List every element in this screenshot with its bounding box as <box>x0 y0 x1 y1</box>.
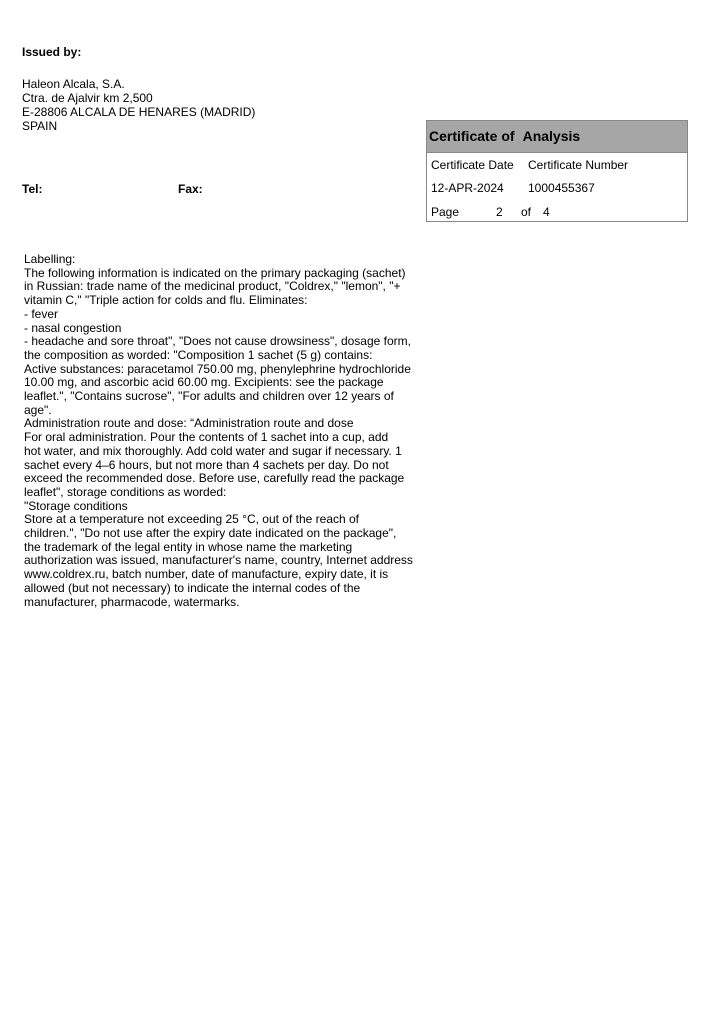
page-number: 2 <box>496 205 503 219</box>
labelling-line: the trademark of the legal entity in whose name the marketing <box>24 539 353 554</box>
address-line: E-28806 ALCALA DE HENARES (MADRID) <box>22 105 256 119</box>
labelling-line: exceed the recommended dose. Before use, carefully read the package <box>24 471 405 486</box>
labelling-line: Administration route and dose: “Administration route and dose <box>24 416 354 431</box>
labelling-line: hot water, and mix thoroughly. Add cold water and sugar if necessary. 1 <box>24 443 402 458</box>
certificate-of-analysis-box <box>426 120 688 222</box>
labelling-line: Active substances: paracetamol 750.00 mg, phenylephrine hydrochloride <box>24 361 411 376</box>
labelling-line: the composition as worded: "Composition 1 sachet (5 g) contains: <box>24 347 373 362</box>
labelling-line: leaflet.", "Contains sucrose", "For adults and children over 12 years of <box>24 389 394 404</box>
labelling-line: www.coldrex.ru, batch number, date of manufacture, expiry date, it is <box>24 567 389 582</box>
labelling-line: - headache and sore throat", "Does not cause drowsiness", dosage form, <box>24 334 411 349</box>
certificate-title-part2: Analysis <box>522 128 581 144</box>
certificate-date-value: 12-APR-2024 <box>431 181 504 195</box>
labelling-line: sachet every 4–6 hours, but not more than 4 sachets per day. Do not <box>24 457 389 472</box>
labelling-line: Labelling: <box>24 252 76 266</box>
address-line: Ctra. de Ajalvir km 2,500 <box>22 91 153 105</box>
issuer-address <box>22 77 255 133</box>
labelling-line: - fever <box>24 306 59 321</box>
tel-label: Tel: <box>22 182 43 196</box>
labelling-line: in Russian: trade name of the medicinal product, "Coldrex," "lemon", "+ <box>24 279 401 294</box>
labelling-line: leaflet", storage conditions as worded: <box>24 484 227 499</box>
certificate-number-label: Certificate Number <box>528 158 629 172</box>
labelling-line: Store at a temperature not exceeding 25 °C, out of the reach of <box>24 512 360 527</box>
labelling-line: - nasal congestion <box>24 320 122 335</box>
labelling-line: 10.00 mg, and ascorbic acid 60.00 mg. Excipients: see the package <box>24 375 384 390</box>
certificate-value-row <box>431 181 595 195</box>
labelling-line: "Storage conditions <box>24 498 128 513</box>
page-label: Page <box>431 205 460 219</box>
page-total: 4 <box>543 205 550 219</box>
labelling-line: The following information is indicated on the primary packaging (sachet) <box>24 265 406 280</box>
labelling-line: authorization was issued, manufacturer's name, country, Internet address <box>24 553 413 568</box>
certificate-page-row <box>431 205 550 219</box>
certificate-title-part1: Certificate of <box>429 128 515 144</box>
issued-by-label: Issued by: <box>22 45 82 59</box>
labelling-text-block <box>24 253 424 609</box>
labelling-line: age". <box>24 402 52 417</box>
fax-label: Fax: <box>178 182 203 196</box>
labelling-line: children.", "Do not use after the expiry date indicated on the package", <box>24 526 397 541</box>
labelling-line: For oral administration. Pour the contents of 1 sachet into a cup, add <box>24 430 389 445</box>
labelling-line: manufacturer, pharmacode, watermarks. <box>24 594 240 609</box>
certificate-title <box>427 121 687 153</box>
certificate-date-label: Certificate Date <box>431 158 514 172</box>
labelling-line: vitamin C," "Triple action for colds and flu. Eliminates: <box>24 293 308 308</box>
certificate-number-value: 1000455367 <box>528 181 595 195</box>
address-line: Haleon Alcala, S.A. <box>22 77 125 91</box>
certificate-header-row <box>431 158 629 172</box>
labelling-line: allowed (but not necessary) to indicate the internal codes of the <box>24 580 361 595</box>
address-line: SPAIN <box>22 119 58 133</box>
page-of: of <box>521 205 532 219</box>
